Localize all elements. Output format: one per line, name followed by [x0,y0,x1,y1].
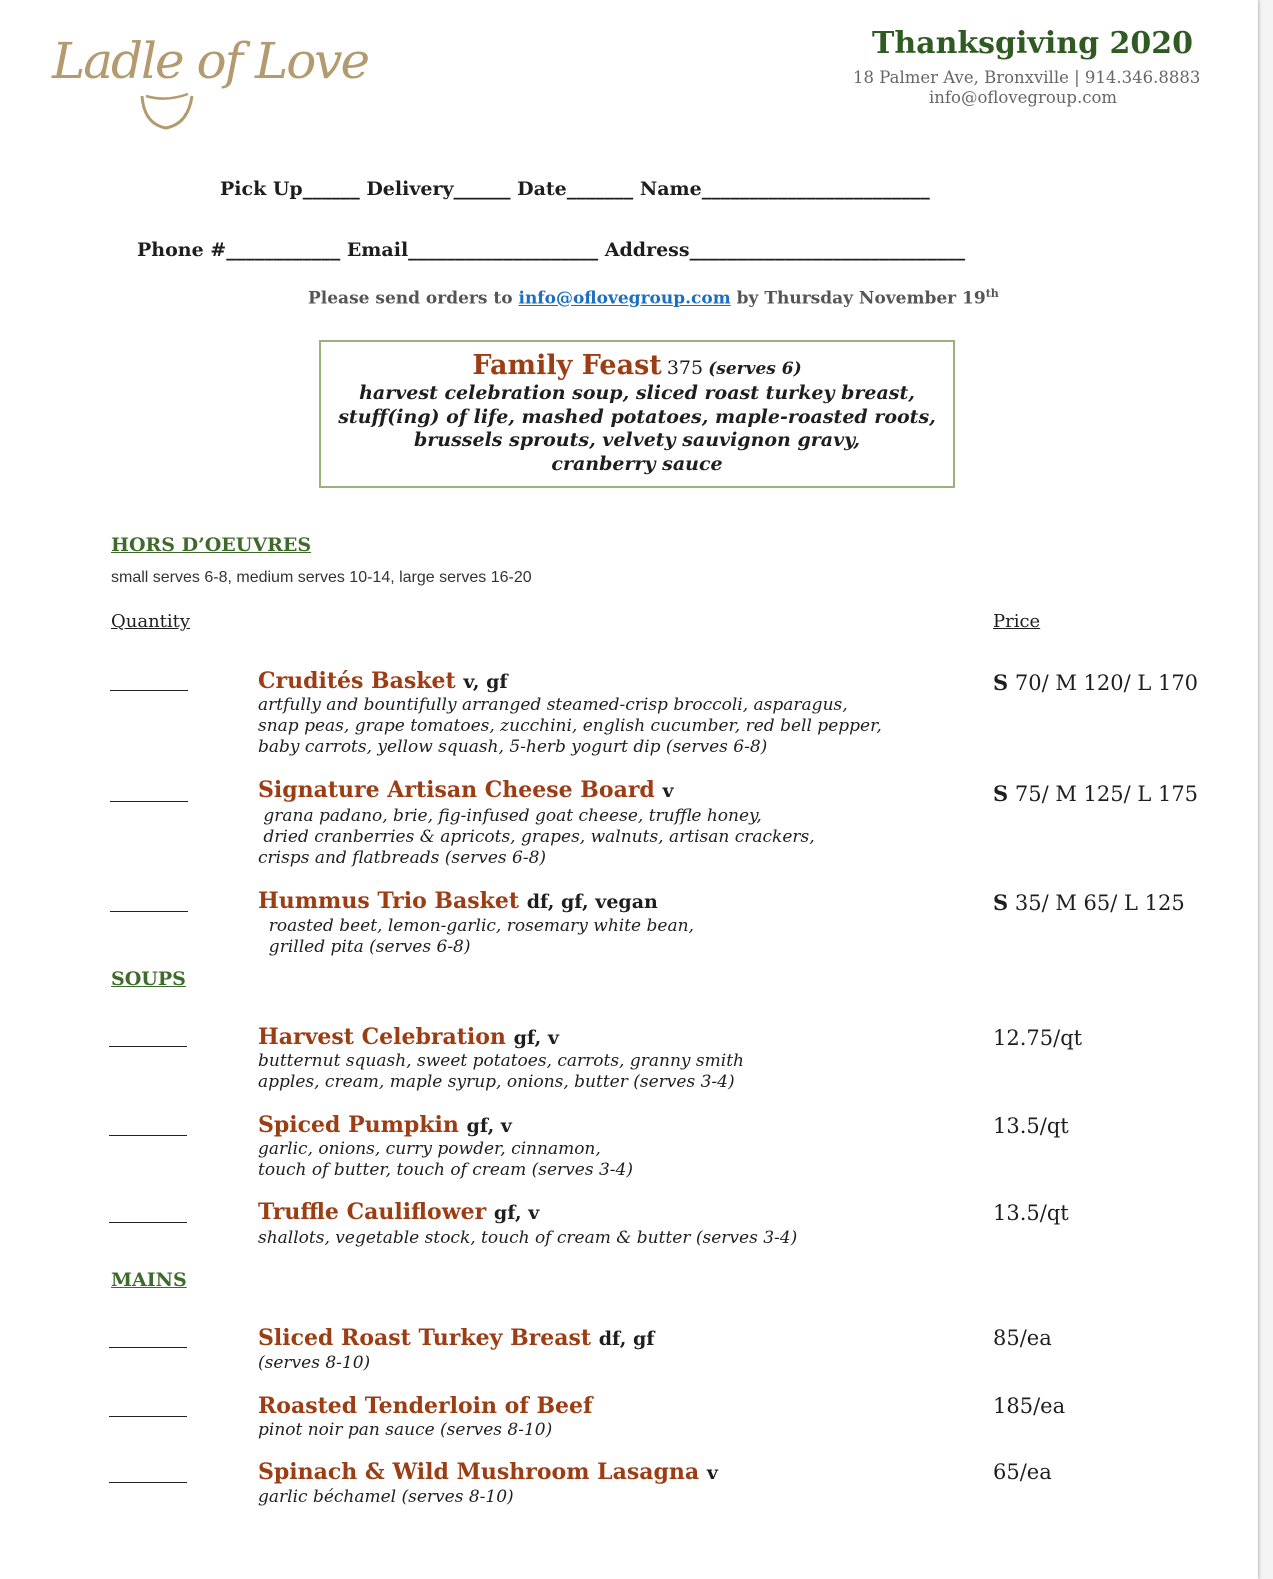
item-title: Spinach & Wild Mushroom Lasagna [258,1459,700,1485]
item-title: Truffle Cauliflower [258,1199,487,1225]
family-feast-box [319,340,955,488]
item-title: Crudités Basket [258,668,456,694]
menu-item-name [258,1459,718,1485]
menu-item-description: roasted beet, lemon-garlic, rosemary white bean, grilled pita (serves 6-8) [268,916,694,957]
header-email: info@oflovegroup.com [929,88,1118,107]
menu-item-description: garlic béchamel (serves 8-10) [258,1487,514,1507]
feast-desc-line: cranberry sauce [551,452,723,475]
menu-item-description: grana padano, brie, fig-infused goat cheese, truffle honey, dried cranberries & apricots, grapes, walnuts, artisan crackers, crisps and flatbreads (serves 6-8) [258,806,815,868]
menu-item-description: (serves 8-10) [258,1353,371,1373]
feast-description [321,382,953,476]
price-size-s: S [993,670,1009,695]
menu-item-name [258,668,508,694]
item-tags: v, gf [463,671,508,693]
feast-price: 375 [666,357,704,379]
item-tags: df, gf [598,1328,655,1350]
order-form-line-1[interactable]: Pick Up______ Delivery______ Date_______ Name________________________ [220,178,930,200]
menu-item-name [258,1393,593,1419]
menu-item-name [258,1325,654,1351]
menu-item-name [258,777,674,803]
feast-desc-line: stuff(ing) of life, mashed potatoes, maple-roasted roots, [338,405,936,428]
item-tags: gf, v [466,1115,512,1137]
quantity-field[interactable] [110,801,188,802]
menu-item-description: butternut squash, sweet potatoes, carrots, granny smith apples, cream, maple syrup, onions, butter (serves 3-4) [258,1051,744,1092]
feast-heading [321,350,953,381]
item-title: Hummus Trio Basket [258,888,520,914]
price-values: 70/ M 120/ L 170 [1014,671,1199,695]
menu-item-price: 13.5/qt [993,1114,1069,1138]
hors-size-note: small serves 6-8, medium serves 10-14, large serves 16-20 [111,569,532,586]
notice-suffix: th [985,287,999,300]
price-values: 35/ M 65/ L 125 [1014,891,1185,915]
menu-item-name [258,888,658,914]
price-size-s: S [993,781,1009,806]
menu-item-description: garlic, onions, curry powder, cinnamon, touch of butter, touch of cream (serves 3-4) [258,1139,633,1180]
feast-desc-line: brussels sprouts, velvety sauvignon gravy, [414,429,860,451]
menu-item-price: 13.5/qt [993,1201,1069,1225]
menu-item-price: 85/ea [993,1326,1052,1350]
menu-item-price [993,781,1198,806]
item-tags: gf, v [513,1027,559,1049]
ladle-bowl-icon [136,86,198,132]
page-title: Thanksgiving 2020 [872,26,1193,61]
menu-item-price [993,670,1198,695]
item-title: Sliced Roast Turkey Breast [258,1325,592,1351]
item-tags: v [706,1462,718,1484]
notice-deadline: by Thursday November 19 [730,288,986,309]
price-column-header: Price [993,611,1041,632]
menu-item-description: shallots, vegetable stock, touch of cream & butter (serves 3-4) [258,1228,798,1248]
price-values: 75/ M 125/ L 175 [1014,782,1199,806]
item-tags: gf, v [493,1202,540,1224]
item-title: Roasted Tenderloin of Beef [258,1393,593,1419]
quantity-field[interactable] [110,911,188,912]
quantity-field[interactable] [109,1222,187,1223]
soups-heading: SOUPS [111,968,186,990]
order-email-link[interactable]: info@oflovegroup.com [518,288,731,309]
quantity-field[interactable] [109,1135,187,1136]
feast-title: Family Feast [472,350,662,381]
hors-doeuvres-heading: HORS D’OEUVRES [111,534,312,556]
menu-item-name [258,1199,539,1225]
price-size-s: S [993,890,1009,915]
item-tags: v [662,780,674,802]
quantity-field[interactable] [109,1347,187,1348]
menu-item-price: 65/ea [993,1460,1052,1484]
mains-heading: MAINS [111,1269,187,1291]
quantity-field[interactable] [109,1482,187,1483]
menu-item-description: artfully and bountifully arranged steamed-crisp broccoli, asparagus, snap peas, grape tomatoes, zucchini, english cucumber, red bell pepper, baby carrots, yellow squash, 5-herb yogurt dip (serves 6-8) [258,695,882,757]
item-tags: df, gf, vegan [526,891,658,913]
header-address: 18 Palmer Ave, Bronxville | 914.346.8883 [853,68,1201,87]
quantity-field[interactable] [110,690,188,691]
item-title: Harvest Celebration [258,1024,506,1050]
menu-item-price: 185/ea [993,1394,1066,1418]
logo-wordmark: Ladle of Love [52,32,369,90]
quantity-field[interactable] [109,1046,187,1047]
menu-item-name [258,1024,559,1050]
menu-item-price: 12.75/qt [993,1026,1083,1050]
menu-item-description: pinot noir pan sauce (serves 8-10) [258,1420,553,1440]
order-form-line-2[interactable]: Phone #____________ Email____________________ Address_____________________________ [137,239,966,261]
order-notice [308,287,999,309]
menu-item-name [258,1112,512,1138]
quantity-column-header: Quantity [111,611,191,632]
item-title: Signature Artisan Cheese Board [258,777,655,803]
feast-serves: (serves 6) [708,359,802,379]
feast-desc-line: harvest celebration soup, sliced roast turkey breast, [359,382,915,404]
menu-item-price [993,890,1185,915]
item-title: Spiced Pumpkin [258,1112,459,1138]
notice-text: Please send orders to [308,288,519,309]
quantity-field[interactable] [109,1416,187,1417]
